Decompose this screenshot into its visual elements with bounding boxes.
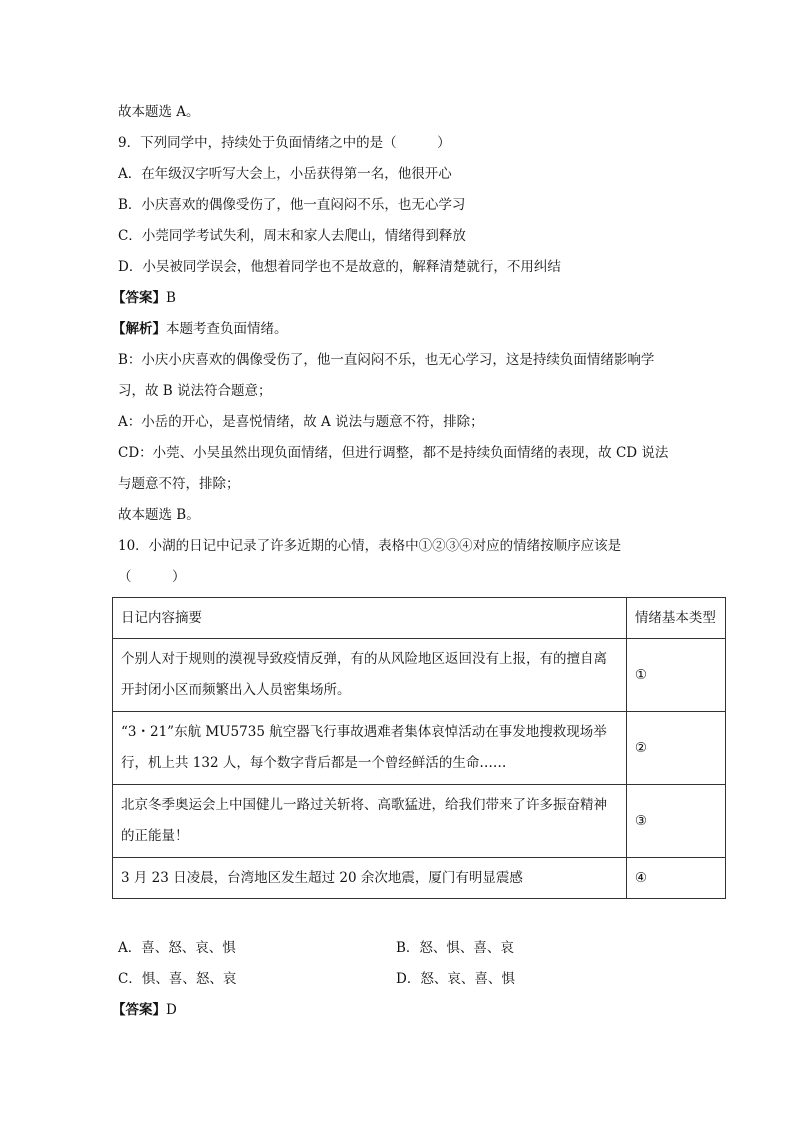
analysis-b-line-2: 习，故 B 说法符合题意； <box>118 383 272 399</box>
question-10-option-c: C．惧、喜、怒、哀 <box>118 971 237 987</box>
analysis-cd-line-1: CD：小莞、小吴虽然出现负面情绪，但进行调整，都不是持续负面情绪的表现，故 CD 说法 <box>118 445 669 461</box>
table-cell-mark: ③ <box>626 785 725 858</box>
table-cell-mark: ② <box>626 712 725 785</box>
diary-table <box>112 597 726 899</box>
table-row <box>113 785 726 858</box>
conclusion-9: 故本题选 B。 <box>118 507 200 523</box>
question-9-option-a: A．在年级汉字听写大会上，小岳获得第一名，他很开心 <box>118 166 452 182</box>
question-9-option-b: B．小庆喜欢的偶像受伤了，他一直闷闷不乐，也无心学习 <box>118 197 466 213</box>
question-10-stem-line-1: 10．小湖的日记中记录了许多近期的心情，表格中①②③④对应的情绪按顺序应该是 <box>118 538 622 554</box>
question-9-option-d: D．小吴被同学误会，他想着同学也不是故意的，解释清楚就行，不用纠结 <box>118 259 561 275</box>
question-10-option-d: D．怒、哀、喜、惧 <box>396 971 515 987</box>
table-cell-text: 3 月 23 日凌晨，台湾地区发生超过 20 余次地震，厦门有明显震感 <box>113 858 627 899</box>
question-10-stem-line-2: （ ） <box>118 569 186 585</box>
table-row <box>113 858 726 899</box>
answer-value: B <box>166 290 176 306</box>
answer-value: D <box>166 1002 177 1018</box>
analysis-a: A：小岳的开心，是喜悦情绪，故 A 说法与题意不符，排除； <box>118 414 484 430</box>
table-cell-text: “3・21”东航 MU5735 航空器飞行事故遇难者集体哀悼活动在事发地搜救现场举行，机上共 132 人，每个数字背后都是一个曾经鲜活的生命…… <box>113 712 627 785</box>
table-cell-text: 个别人对于规则的漠视导致疫情反弹，有的从风险地区返回没有上报，有的擅自离开封闭小区而频繁出入人员密集场所。 <box>113 639 627 712</box>
table-row <box>113 639 726 712</box>
question-10-option-a: A．喜、怒、哀、惧 <box>118 940 236 956</box>
table-cell-mark: ④ <box>626 858 725 899</box>
table-header-summary: 日记内容摘要 <box>113 598 627 639</box>
analysis-text: 本题考查负面情绪。 <box>166 321 288 337</box>
table-header-row <box>113 598 726 639</box>
table-cell-mark: ① <box>626 639 725 712</box>
analysis-b-line-1: B：小庆小庆喜欢的偶像受伤了，他一直闷闷不乐，也无心学习，这是持续负面情绪影响学 <box>118 352 655 368</box>
question-9-option-c: C．小莞同学考试失利，周末和家人去爬山，情绪得到释放 <box>118 228 466 244</box>
question-10-answer <box>112 1000 177 1020</box>
question-9-answer <box>112 288 176 308</box>
answer-label: 【答案】 <box>112 1002 166 1018</box>
question-9-analysis <box>112 319 288 339</box>
conclusion-prev: 故本题选 A。 <box>118 104 200 120</box>
answer-label: 【答案】 <box>112 290 166 306</box>
table-header-type: 情绪基本类型 <box>626 598 725 639</box>
question-9-stem: 9．下列同学中，持续处于负面情绪之中的是（ ） <box>118 135 451 151</box>
table-row <box>113 712 726 785</box>
analysis-cd-line-2: 与题意不符，排除； <box>118 476 240 492</box>
question-10-option-b: B．怒、惧、喜、哀 <box>396 940 514 956</box>
analysis-label: 【解析】 <box>112 321 166 337</box>
table-cell-text: 北京冬季奥运会上中国健儿一路过关斩将、高歌猛进，给我们带来了许多振奋精神的正能量！ <box>113 785 627 858</box>
